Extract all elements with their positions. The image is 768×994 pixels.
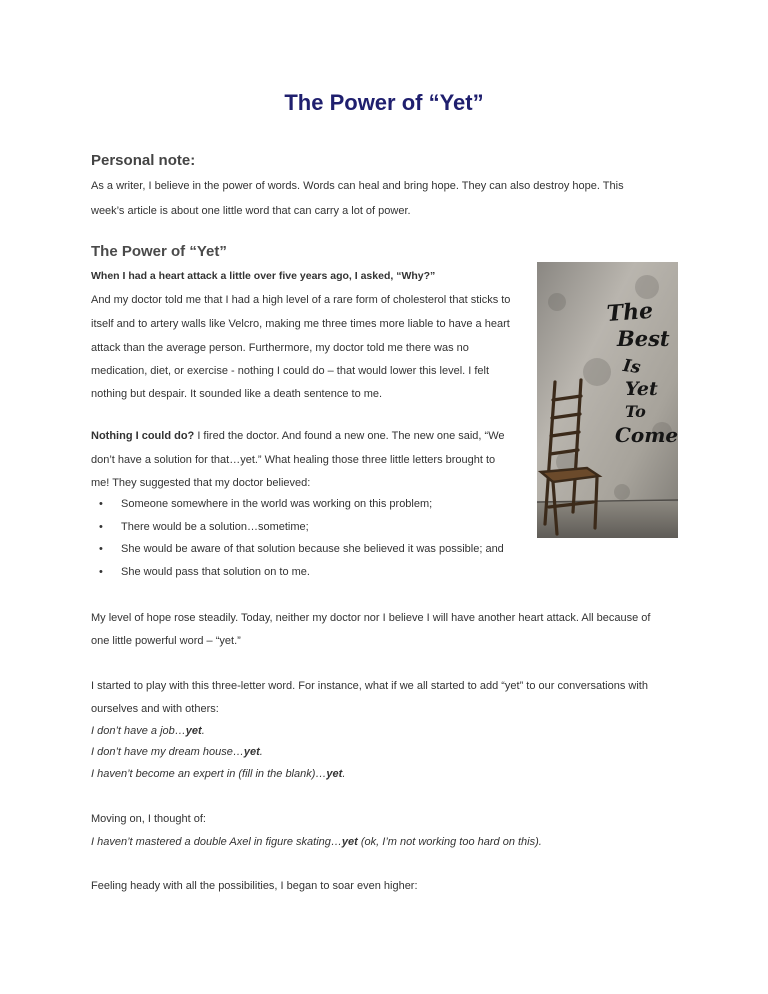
example-line: I don’t have a job…yet. (91, 725, 205, 737)
section-heading: The Power of “Yet” (91, 243, 227, 260)
example-line: I don’t have my dream house…yet. (91, 746, 263, 758)
list-item-text: She would be aware of that solution because she believed it was possible; and (121, 543, 504, 555)
paragraph-line: itself and to artery walls like Velcro, making me three times more liable to have a heart (91, 318, 510, 330)
paragraph-line: attack than the average person. Furthermore, my doctor told me there was no (91, 342, 469, 354)
paragraph-line: don’t have a solution for that…yet.” What healing those three little letters brought to (91, 454, 496, 466)
example-line: I haven’t mastered a double Axel in figure skating…yet (ok, I’m not working too hard on this). (91, 836, 542, 848)
caption-word: Is (621, 355, 642, 379)
article-photo (537, 262, 678, 538)
list-item-text: There would be a solution…sometime; (121, 521, 309, 533)
lead-sentence: When I had a heart attack a little over five years ago, I asked, “Why?” (91, 270, 436, 282)
paragraph-line: Moving on, I thought of: (91, 813, 206, 825)
personal-note-line: As a writer, I believe in the power of words. Words can heal and bring hope. They can also destroy hope. This (91, 180, 624, 192)
paragraph-line: ourselves and with others: (91, 703, 219, 715)
list-item-text: She would pass that solution on to me. (121, 566, 310, 578)
personal-note-heading: Personal note: (91, 152, 196, 169)
bullet-icon: • (99, 521, 103, 533)
paragraph-line: Feeling heady with all the possibilities, I began to soar even higher: (91, 880, 418, 892)
paragraph-line: I started to play with this three-letter word. For instance, what if we all started to add “yet” to our conversations with (91, 680, 648, 692)
bullet-icon: • (99, 543, 103, 555)
bullet-icon: • (99, 498, 103, 510)
paragraph-line: nothing but despair. It sounded like a death sentence to me. (91, 388, 383, 400)
paragraph-text: I fired the doctor. And found a new one. The new one said, “We (194, 430, 505, 442)
paragraph-line: And my doctor told me that I had a high level of a rare form of cholesterol that sticks to (91, 294, 511, 306)
emphasis-text: Nothing I could do? (91, 430, 195, 442)
paragraph-line: My level of hope rose steadily. Today, neither my doctor nor I believe I will have another heart attack. All because of (91, 612, 651, 624)
personal-note-line: week’s article is about one little word that can carry a lot of power. (91, 205, 411, 217)
paragraph-line: medication, diet, or exercise - nothing I could do – that would lower this level. I felt (91, 365, 490, 377)
paragraph-line (91, 430, 505, 442)
caption-word: Best (617, 326, 670, 351)
caption-word: The (605, 297, 654, 328)
list-item-text: Someone somewhere in the world was working on this problem; (121, 498, 433, 510)
page-title: The Power of “Yet” (284, 90, 484, 115)
caption-word: To (625, 402, 646, 421)
caption-word: Come (615, 423, 678, 447)
caption-word: Yet (625, 378, 658, 400)
paragraph-line: one little powerful word – “yet.” (91, 635, 241, 647)
bullet-icon: • (99, 566, 103, 578)
example-line: I haven’t become an expert in (fill in the blank)…yet. (91, 768, 346, 780)
paragraph-line: me! They suggested that my doctor believed: (91, 477, 311, 489)
